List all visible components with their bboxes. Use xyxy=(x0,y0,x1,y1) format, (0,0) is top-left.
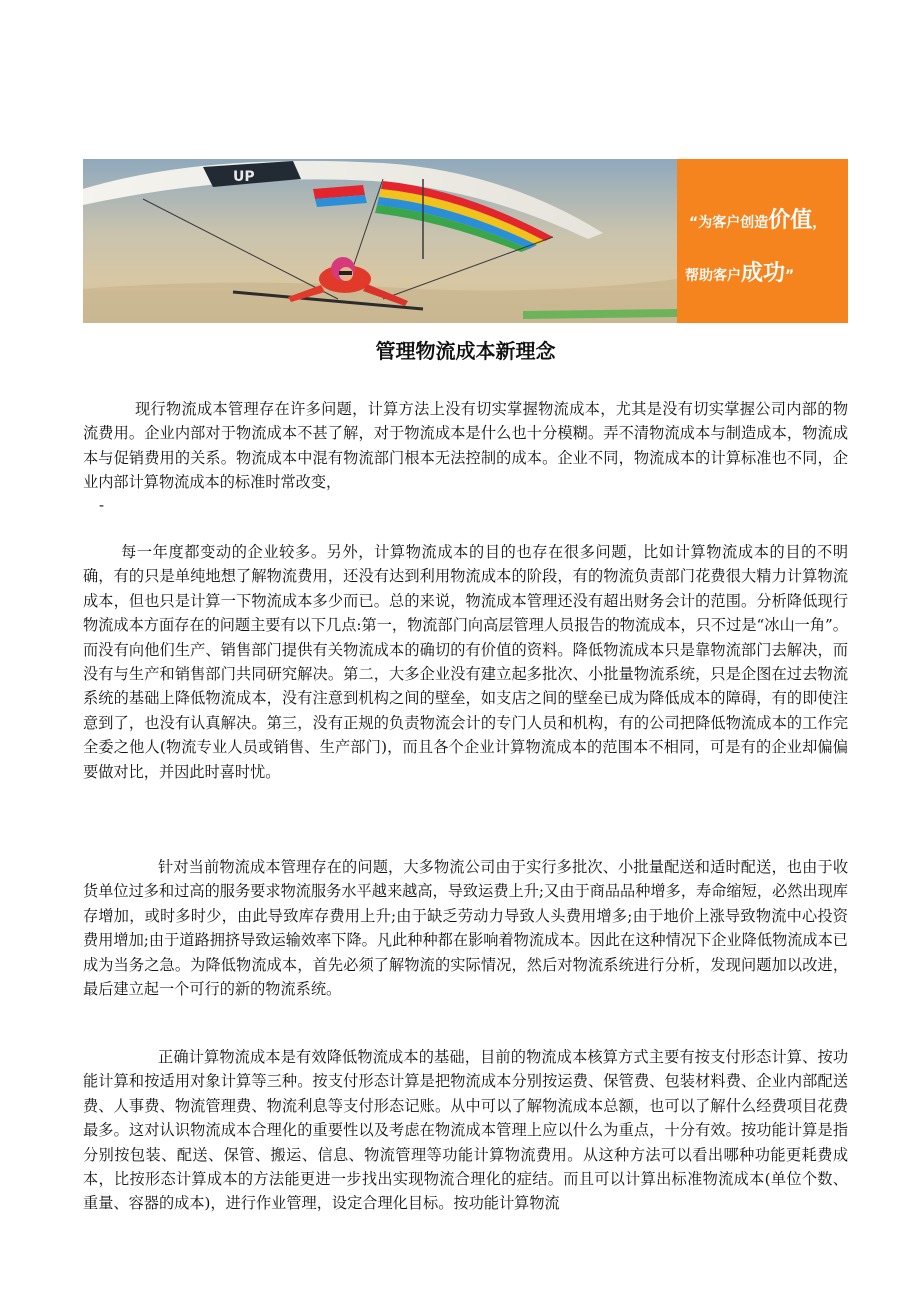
document-title: 管理物流成本新理念 xyxy=(375,339,556,363)
slogan-quote-open: “ xyxy=(689,215,699,231)
svg-text:UP: UP xyxy=(233,169,255,185)
slogan-line1-small: 为客户创造 xyxy=(698,215,769,231)
slogan-quote-close: ” xyxy=(785,268,795,284)
paragraph-4: 正确计算物流成本是有效降低物流成本的基础，目前的物流成本核算方式主要有按支付形态计算、按功能计算和按适用对象计算等三种。按支付形态计算是把物流成本分别按运费、保管费、包装材料费、企业内部配送费、人事费、物流管理费、物流利息等支付形态记账。从中可以了解物流成本总额，也可以了解什么经费项目花费最多。这对认识物流成本合理化的重要性以及考虑在物流成本管理上应以什么为重点，十分有效。按功能计算是指分别按包装、配送、保管、搬运、信息、物流管理等功能计算物流费用。从这种方法可以看出哪种功能更耗费成本，比按形态计算成本的方法能更进一步找出实现物流合理化的症结。而且可以计算出标准物流成本(单位个数、重量、容器的成本)，进行作业管理，设定合理化目标。按功能计算物流 xyxy=(83,1048,848,1213)
slogan-line2-big: 成功 xyxy=(741,261,786,286)
slogan-line1-big: 价值 xyxy=(768,208,813,233)
paragraph-2: 每一年度都变动的企业较多。另外，计算物流成本的目的也存在很多问题，比如计算物流成本的目的不明确，有的只是单纯地想了解物流费用，还没有达到利用物流成本的阶段，有的物流负责部门花费很大精力计算物流成本，但也只是计算一下物流成本多少而已。总的来说，物流成本管理还没有超出财务会计的范围。分析降低现行物流成本方面存在的问题主要有以下几点:第一，物流部门向高层管理人员报告的物流成本，只不过是“冰山一角”。而没有向他们生产、销售部门提供有关物流成本的确切的有价值的资料。降低物流成本只是靠物流部门去解决，而没有与生产和销售部门共同研究解决。第二，大多企业没有建立起多批次、小批量物流系统，只是企图在过去物流系统的基础上降低物流成本，没有注意到机构之间的壁垒，如支店之间的壁垒已成为降低成本的障碍，有的即使注意到了，也没有认真解决。第三，没有正规的负责物流会计的专门人员和机构，有的公司把降低物流成本的工作完全委之他人(物流专业人员或销售、生产部门)，而且各个企业计算物流成本的范围本不相同，可是有的企业却偏偏要做对比，并因此时喜时忧。 xyxy=(83,543,848,781)
header-banner xyxy=(83,159,848,323)
paragraph-3: 针对当前物流成本管理存在的问题，大多物流公司由于实行多批次、小批量配送和适时配送，也由于收货单位过多和过高的服务要求物流服务水平越来越高，导致运费上升;又由于商品品种增多，寿命缩短，必然出现库存增加，或时多时少，由此导致库存费用上升;由于缺乏劳动力导致人头费用增多;由于地价上涨导致物流中心投资费用增加;由于道路拥挤导致运输效率下降。凡此种种都在影响着物流成本。因此在这种情况下企业降低物流成本已成为当务之急。为降低物流成本，首先必须了解物流的实际情况，然后对物流系统进行分析，发现问题加以改进，最后建立起一个可行的新的物流系统。 xyxy=(83,858,848,999)
slogan-line-1 xyxy=(689,203,826,234)
page-dash: - xyxy=(99,496,105,514)
slogan-line1-end: ， xyxy=(812,215,827,231)
slogan-line2-small: 帮助客户 xyxy=(685,268,741,284)
slogan-line-2 xyxy=(685,256,794,287)
slogan-panel xyxy=(677,159,848,323)
hang-glider-photo xyxy=(83,159,677,323)
paragraph-1: 现行物流成本管理存在许多问题，计算方法上没有切实掌握物流成本，尤其是没有切实掌握公司内部的物流费用。企业内部对于物流成本不甚了解，对于物流成本是什么也十分模糊。弄不清物流成本与制造成本，物流成本与促销费用的关系。物流成本中混有物流部门根本无法控制的成本。企业不同，物流成本的计算标准也不同，企业内部计算物流成本的标准时常改变， xyxy=(83,400,848,492)
